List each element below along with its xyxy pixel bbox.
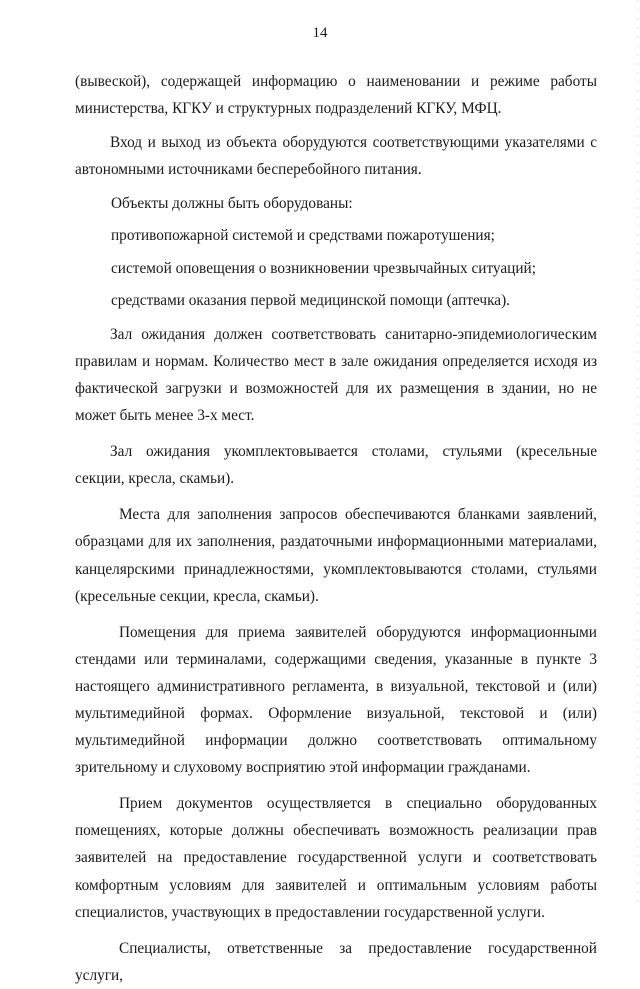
document-body (75, 68, 597, 989)
paragraph: Вход и выход из объекта оборудуются соответствующими указателями с автономными источниками бесперебойного питания. (75, 134, 597, 179)
paragraph: Объекты должны быть оборудованы: (111, 195, 353, 213)
paragraph: Помещения для приема заявителей оборудуются информационными стендами или терминалами, содержащими сведения, указанные в пункте 3 настоящего административного регламента, в визуальной, текстовой и (или) мультимедийной формах. Оформление визуальной, текстовой и (или) мультимедийной информации должно соответствовать оптимальному зрительному и слуховому восприятию этой информации гражданами. (75, 623, 597, 777)
paragraph: Специалисты, ответственные за предоставление государственной услуги, (75, 939, 597, 984)
scan-edge-mark (637, 0, 638, 905)
paragraph: Места для заполнения запросов обеспечиваются бланками заявлений, образцами для их заполнения, раздаточными информационными материалами, канцелярскими принадлежностями, укомплектовываются столами, стульями (кресельные секции, кресла, скамьи). (75, 506, 597, 605)
paragraph: Зал ожидания должен соответствовать санитарно-эпидемиологическим правилам и нормам. Количество мест в зале ожидания определяется исходя из фактической загрузки и возможностей для их размещения в здании, но не может быть менее 3-х мест. (75, 325, 597, 425)
list-item: системой оповещения о возникновении чрезвычайных ситуаций; (111, 259, 536, 277)
paragraph: Прием документов осуществляется в специально оборудованных помещениях, которые должны обеспечивать возможность реализации прав заявителей на предоставление государственной услуги и соответствовать комфортным условиям для заявителей и оптимальным условиям работы специалистов, участвующих в предоставлении государственной услуги. (75, 795, 597, 921)
paragraph: Зал ожидания укомплектовывается столами, стульями (кресельные секции, кресла, скамьи). (75, 443, 597, 488)
paragraph: (вывеской), содержащей информацию о наименовании и режиме работы министерства, КГКУ и структурных подразделений КГКУ, МФЦ. (75, 73, 597, 118)
page-number: 14 (312, 25, 328, 41)
list-item: средствами оказания первой медицинской помощи (аптечка). (111, 291, 511, 309)
list-item: противопожарной системой и средствами пожаротушения; (111, 227, 495, 245)
